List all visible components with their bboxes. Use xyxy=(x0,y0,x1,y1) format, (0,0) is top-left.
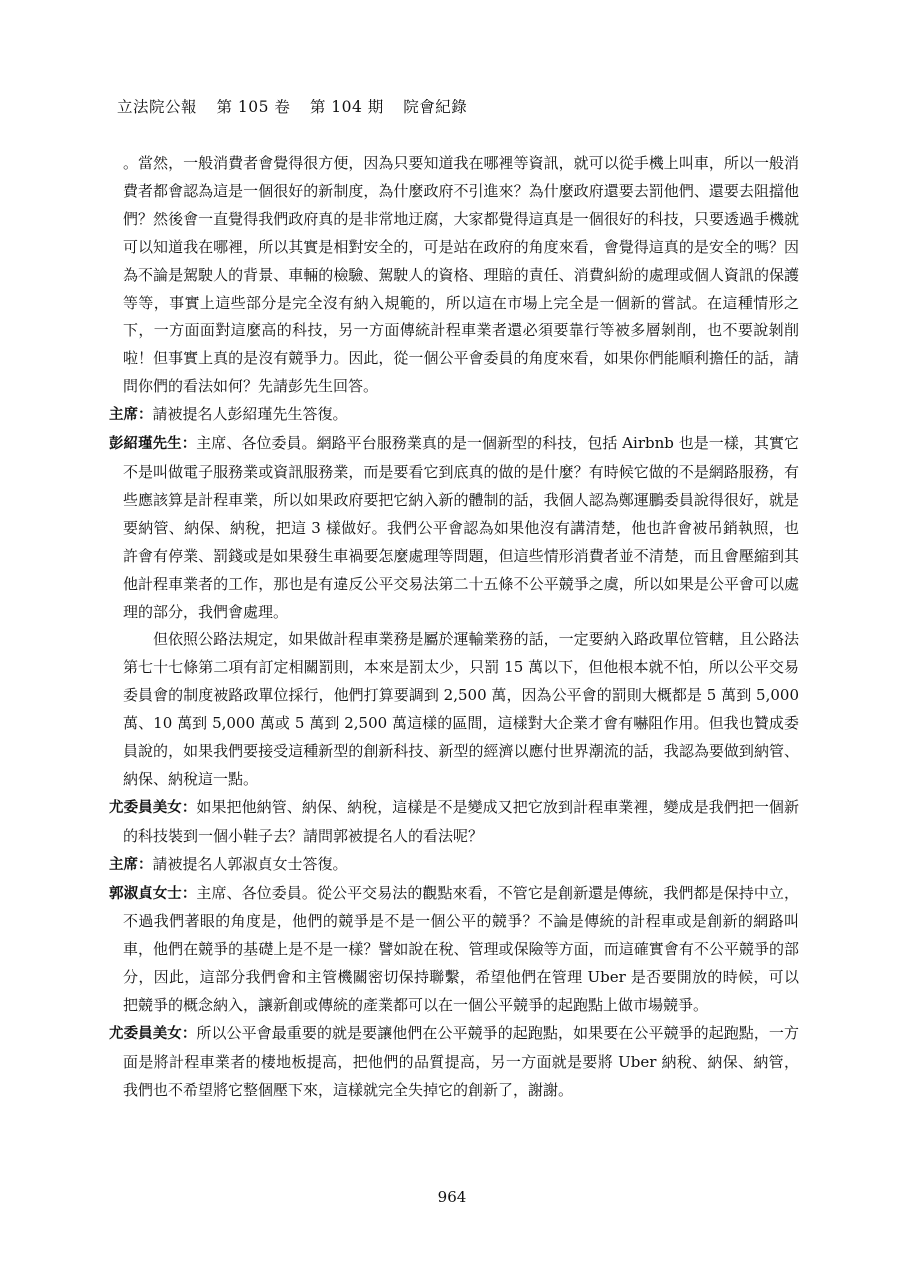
paragraph-text: 如果把他納管、納保、納稅，這樣是不是變成又把它放到計程車業裡，變成是我們把一個新的科技裝到一個小鞋子去？請問郭被提名人的看法呢？ xyxy=(123,797,799,845)
transcript-body xyxy=(109,150,799,1105)
speaker-name: 彭紹瑾先生： xyxy=(109,436,197,453)
transcript-paragraph xyxy=(109,430,799,626)
speaker-name: 尤委員美女： xyxy=(109,1026,197,1043)
transcript-paragraph xyxy=(109,851,799,880)
paragraph-text: 但依照公路法規定，如果做計程車業務是屬於運輸業務的話，一定要納入路政單位管轄，且公路法第七十七條第二項有訂定相關罰則，本來是罰太少，只罰 15 萬以下，但他根本就不怕，所以公平交易委員會的制度被路政單位採行，他們打算要調到 2,500 萬，因為公平會的罰則大概都是 5 萬到 5,000 萬、10 萬到 5,000 萬或 5 萬到 2,500 萬這樣的區間，這樣對大企業才會有嚇阻作用。但我也贊成委員說的，如果我們要接受這種新型的創新科技、新型的經濟以應付世界潮流的話，我認為要做到納管、納保、納稅這一點。 xyxy=(123,630,799,788)
transcript-paragraph xyxy=(109,1020,799,1105)
publication-name: 立法院公報 xyxy=(117,98,198,116)
paragraph-text: 。當然，一般消費者會覺得很方便，因為只要知道我在哪裡等資訊，就可以從手機上叫車，所以一般消費者都會認為這是一個很好的新制度，為什麼政府不引進來？為什麼政府還要去罰他們、還要去阻擋他們？然後會一直覺得我們政府真的是非常地迂腐，大家都覺得這真是一個很好的科技，只要透過手機就可以知道我在哪裡，所以其實是相對安全的，可是站在政府的角度來看，會覺得這真的是安全的嗎？因為不論是駕駛人的背景、車輛的檢驗、駕駛人的資格、理賠的責任、消費糾紛的處理或個人資訊的保護等等，事實上這些部分是完全沒有納入規範的，所以這在市場上完全是一個新的嘗試。在這種情形之下，一方面面對這麼高的科技，另一方面傳統計程車業者還必須要靠行等被多層剝削，也不要說剝削啦！但事實上真的是沒有競爭力。因此，從一個公平會委員的角度來看，如果你們能順利擔任的話，請問你們的看法如何？先請彭先生回答。 xyxy=(123,154,799,396)
transcript-paragraph xyxy=(109,150,799,401)
speaker-name: 主席： xyxy=(109,407,153,424)
section-name: 院會紀錄 xyxy=(403,98,468,116)
page-header xyxy=(117,95,481,117)
transcript-paragraph xyxy=(109,626,799,793)
paragraph-text: 所以公平會最重要的就是要讓他們在公平競爭的起跑點，如果要在公平競爭的起跑點，一方面是將計程車業者的棲地板提高，把他們的品質提高，另一方面就是要將 Uber 納稅、納保、納管，我們也不希望將它整個壓下來，這樣就完全失掉它的創新了，謝謝。 xyxy=(123,1024,799,1099)
speaker-name: 尤委員美女： xyxy=(109,799,197,816)
paragraph-text: 請被提名人郭淑貞女士答復。 xyxy=(152,854,348,873)
transcript-paragraph xyxy=(109,880,799,1021)
speaker-name: 主席： xyxy=(109,856,153,873)
volume-number: 第 105 卷 xyxy=(216,98,291,116)
issue-number: 第 104 期 xyxy=(309,98,384,116)
transcript-paragraph xyxy=(109,401,799,430)
paragraph-text: 主席、各位委員。網路平台服務業真的是一個新型的科技，包括 Airbnb 也是一樣，其實它不是叫做電子服務業或資訊服務業，而是要看它到底真的做的是什麼？有時候它做的不是網路服務，有些應該算是計程車業，所以如果政府要把它納入新的體制的話，我個人認為鄭運鵬委員說得很好，就是要納管、納保、納稅，把這 3 樣做好。我們公平會認為如果他沒有講清楚，他也許會被吊銷執照，也許會有停業、罰錢或是如果發生車禍要怎麼處理等問題，但這些情形消費者並不清楚，而且會壓縮到其他計程車業者的工作，那也是有違反公平交易法第二十五條不公平競爭之虞，所以如果是公平會可以處理的部分，我們會處理。 xyxy=(123,434,799,621)
paragraph-text: 主席、各位委員。從公平交易法的觀點來看，不管它是創新還是傳統，我們都是保持中立，不過我們著眼的角度是，他們的競爭是不是一個公平的競爭？不論是傳統的計程車或是創新的網路叫車，他們在競爭的基礎上是不是一樣？譬如說在稅、管理或保險等方面，而這確實會有不公平競爭的部分，因此，這部分我們會和主管機關密切保持聯繫，希望他們在管理 Uber 是否要開放的時候，可以把競爭的概念納入，讓新創或傳統的產業都可以在一個公平競爭的起跑點上做市場競爭。 xyxy=(123,883,799,1015)
speaker-name: 郭淑貞女士： xyxy=(109,885,197,902)
page-number: 964 xyxy=(437,1188,467,1206)
paragraph-text: 請被提名人彭紹瑾先生答復。 xyxy=(152,405,348,424)
transcript-paragraph xyxy=(109,794,799,851)
